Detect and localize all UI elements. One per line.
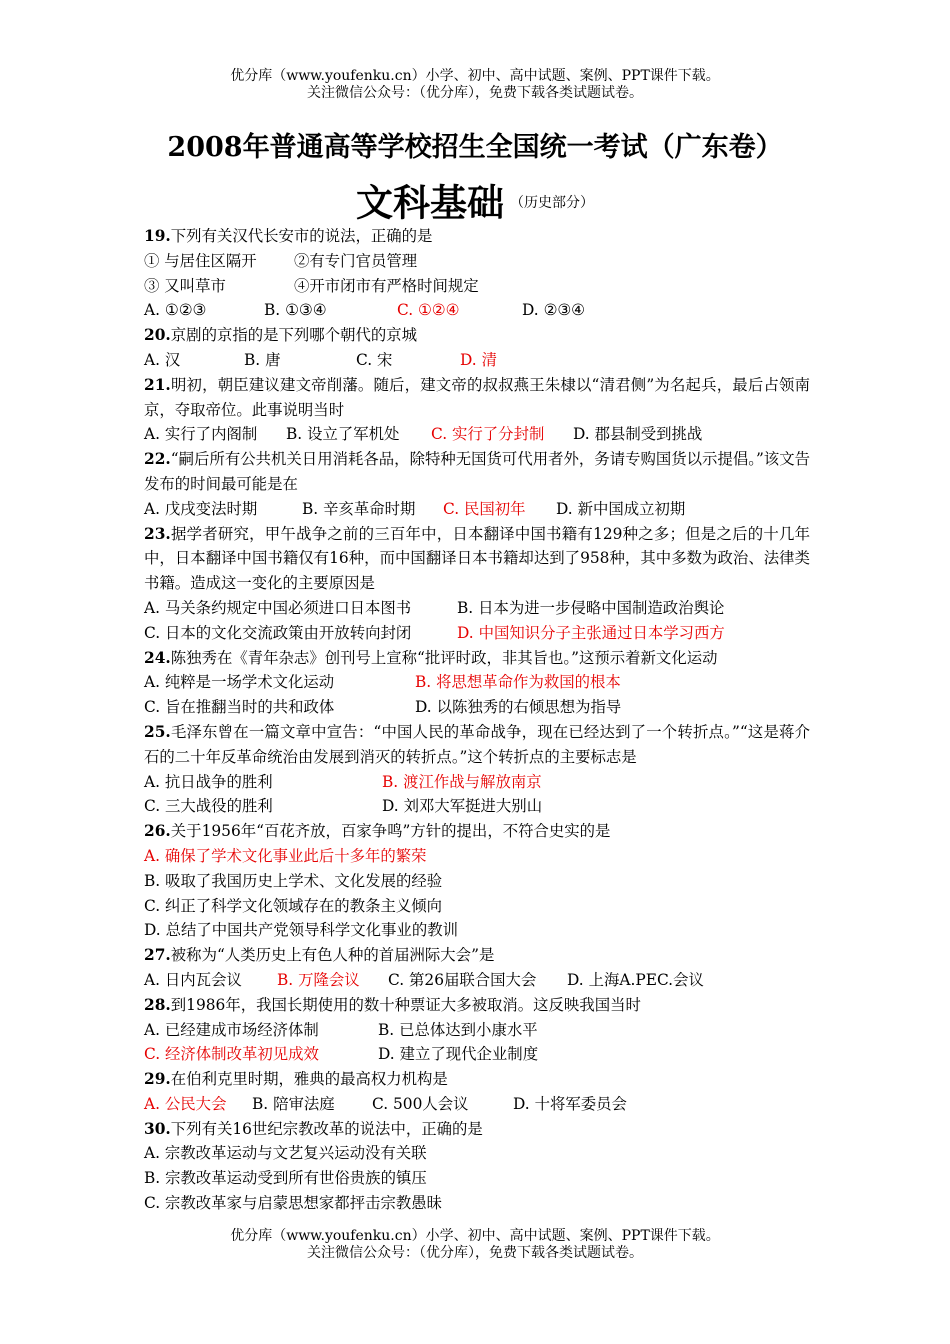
footer-line-1: 优分库（www.youfenku.cn）小学、初中、高中试题、案例、PPT课件下载。 [230,1228,720,1244]
option-d: D. 十将军委员会 [513,1094,627,1113]
option-c: C. 日本的文化交流政策由开放转向封闭 [144,623,412,642]
question-30-option-b: B. 宗教改革运动受到所有世俗贵族的镇压 [144,1169,427,1188]
page-footer [0,1228,950,1262]
option-d: D. 刘邓大军挺进大别山 [382,797,543,816]
option-c: C. 旨在推翻当时的共和政体 [144,698,335,717]
question-20-options [144,348,810,373]
question-30-stem: 30.下列有关16世纪宗教改革的说法中，正确的是 [144,1119,483,1138]
option-b: B. 设立了军机处 [286,425,400,444]
question-23-options-1 [144,596,810,621]
option-b: B. 已总体达到小康水平 [378,1020,538,1039]
option-b: B. 辛亥革命时期 [302,499,416,518]
question-list [144,224,810,1216]
option-a: A. 马关条约规定中国必须进口日本图书 [144,598,412,617]
question-19-stem: 19.下列有关汉代长安市的说法，正确的是 [144,227,433,245]
question-28-options-2 [144,1042,810,1067]
option-a: A. ①②③ [144,301,207,320]
option-d: D. 上海A.PEC.会议 [567,970,704,989]
exam-title: 2008年普通高等学校招生全国统一考试（广东卷） [167,132,783,163]
option-b: B. 陪审法庭 [252,1094,335,1113]
section-note: （历史部分） [510,194,594,211]
option-d: D. 以陈独秀的右倾思想为指导 [415,698,622,717]
question-27-stem: 27.被称为“人类历史上有色人种的首届洲际大会”是 [144,946,495,965]
option-d: D. 建立了现代企业制度 [378,1045,539,1064]
question-24-stem: 24.陈独秀在《青年杂志》创刊号上宣称“批评时政，非其旨也。”这预示着新文化运动 [144,648,718,667]
question-23-stem: 23.据学者研究，甲午战争之前的三百年中，日本翻译中国书籍有129种之多；但是之后的十几年中，日本翻译中国书籍仅有16种，而中国翻译日本书籍却达到了958种，其中多数为政治、法律类书籍。造成这一变化的主要原因是 [144,524,810,593]
option-b-answer: B. 渡江作战与解放南京 [382,772,542,791]
header-line-1: 优分库（www.youfenku.cn）小学、初中、高中试题、案例、PPT课件下载。 [230,68,720,84]
question-29-stem: 29.在伯利克里时期，雅典的最高权力机构是 [144,1070,448,1089]
question-22-options [144,497,810,522]
question-25-stem: 25.毛泽东曾在一篇文章中宣告：“中国人民的革命战争，现在已经达到了一个转折点。”“这是蒋介石的二十年反革命统治由发展到消灭的转折点。”这个转折点的主要标志是 [144,722,810,766]
question-20-stem: 20.京剧的京指的是下列哪个朝代的京城 [144,326,418,345]
question-26-option-d: D. 总结了中国共产党领导科学文化事业的教训 [144,921,458,940]
option-c: C. 500人会议 [372,1094,469,1113]
option-d-answer: D. 清 [460,350,497,369]
option-a: A. 已经建成市场经济体制 [144,1020,319,1039]
header-line-2: 关注微信公众号：（优分库），免费下载各类试题试卷。 [307,85,643,101]
option-c-answer: C. 经济体制改革初见成效 [144,1045,319,1064]
question-26-option-a-answer: A. 确保了学术文化事业此后十多年的繁荣 [144,846,427,865]
option-d: D. 新中国成立初期 [556,499,686,518]
option-a: A. 戊戌变法时期 [144,499,258,518]
question-21-options [144,422,810,447]
question-24-options-1 [144,670,810,695]
question-19-options [144,298,810,323]
option-a: A. 日内瓦会议 [144,970,242,989]
question-22-stem: 22.“嗣后所有公共机关日用消耗各品，除特种无国货可代用者外，务请专购国货以示提倡。”该文告发布的时间最可能是在 [144,450,810,493]
option-b: B. 日本为进一步侵略中国制造政治舆论 [457,598,725,617]
option-a: A. 纯粹是一场学术文化运动 [144,673,335,692]
question-19-statements-1: ① 与居住区隔开 ②有专门官员管理 [144,251,418,270]
exam-subtitle [0,180,950,225]
option-a: A. 抗日战争的胜利 [144,772,273,791]
question-26-option-b: B. 吸取了我国历史上学术、文化发展的经验 [144,871,443,890]
option-a: A. 实行了内阁制 [144,425,258,444]
question-29-options [144,1092,810,1117]
option-c-answer: C. 民国初年 [443,499,526,518]
option-d: D. 郡县制受到挑战 [573,425,703,444]
option-c: C. 第26届联合国大会 [388,970,537,989]
option-b-answer: B. 万隆会议 [277,970,360,989]
option-a: A. 汉 [144,350,181,369]
page-header [0,68,950,102]
question-28-stem: 28.到1986年，我国长期使用的数十种票证大多被取消。这反映我国当时 [144,995,641,1014]
question-25-options-2 [144,794,810,819]
question-28-options-1 [144,1018,810,1043]
question-19-statements-2: ③ 又叫草市 ④开市闭市有严格时间规定 [144,276,479,295]
option-c: C. 三大战役的胜利 [144,797,273,816]
question-27-options [144,968,810,993]
question-30-option-a: A. 宗教改革运动与文艺复兴运动没有关联 [144,1144,427,1163]
option-d-answer: D. 中国知识分子主张通过日本学习西方 [457,623,725,642]
subject-name: 文科基础 [356,180,504,225]
option-c-answer: C. 实行了分封制 [431,425,545,444]
option-c-answer: C. ①②④ [397,301,460,320]
option-c: C. 宋 [356,350,393,369]
question-24-options-2 [144,695,810,720]
footer-line-2: 关注微信公众号：（优分库），免费下载各类试题试卷。 [307,1245,643,1261]
question-21-stem: 21.明初，朝臣建议建文帝削藩。随后，建文帝的叔叔燕王朱棣以“清君侧”为名起兵，最后占领南京，夺取帝位。此事说明当时 [144,375,810,419]
option-d: D. ②③④ [522,301,585,320]
option-b: B. 唐 [244,350,281,369]
question-23-options-2 [144,621,810,646]
question-26-stem: 26.关于1956年“百花齐放，百家争鸣”方针的提出，不符合史实的是 [144,822,611,841]
option-b: B. ①③④ [264,301,327,320]
question-30-option-c: C. 宗教改革家与启蒙思想家都抨击宗教愚昧 [144,1194,443,1213]
question-26-option-c: C. 纠正了科学文化领域存在的教条主义倾向 [144,896,443,915]
option-a-answer: A. 公民大会 [144,1094,227,1113]
option-b-answer: B. 将思想革命作为救国的根本 [415,673,621,692]
question-25-options-1 [144,770,810,795]
